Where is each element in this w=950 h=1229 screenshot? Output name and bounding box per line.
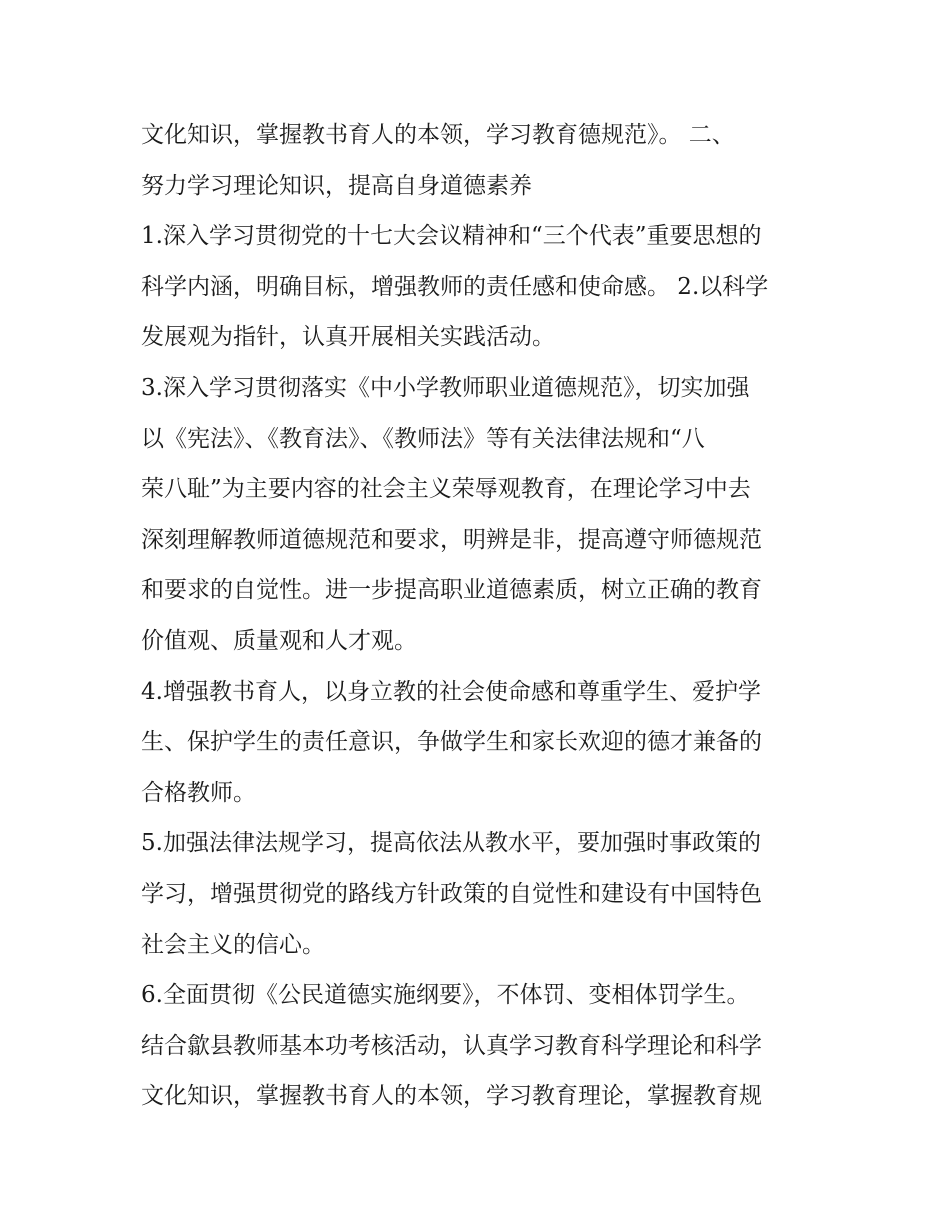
text-line: 4.增强教书育人，以身立教的社会使命感和尊重学生、爱护学 <box>141 678 761 705</box>
text-line: 科学内涵，明确目标，增强教师的责任感和使命感。 2.以科学 <box>141 273 769 300</box>
text-line: 文化知识，掌握教书育人的本领，学习教育理论，掌握教育规 <box>141 1083 762 1110</box>
text-line: 发展观为指针，认真开展相关实践活动。 <box>141 324 555 351</box>
text-line: 文化知识，掌握教书育人的本领，学习教育德规范》。 二、 <box>141 122 735 148</box>
text-line: 价值观、质量观和人才观。 <box>141 627 417 654</box>
text-line: 社会主义的信心。 <box>141 931 325 958</box>
text-line: 和要求的自觉性。进一步提高职业道德素质，树立正确的教育 <box>141 577 762 604</box>
text-line: 以《宪法》、《教育法》、《教师法》等有关法律法规和“八 <box>141 425 705 452</box>
text-line: 生、保护学生的责任意识，争做学生和家长欢迎的德才兼备的 <box>141 729 762 756</box>
text-line: 结合歙县教师基本功考核活动，认真学习教育科学理论和科学 <box>141 1032 762 1059</box>
text-line: 学习，增强贯彻党的路线方针政策的自觉性和建设有中国特色 <box>141 880 762 907</box>
text-line: 深刻理解教师道德规范和要求，明辨是非，提高遵守师德规范 <box>141 526 762 553</box>
text-line: 合格教师。 <box>141 779 256 806</box>
text-line: 1.深入学习贯彻党的十七大会议精神和“三个代表”重要思想的 <box>141 223 762 250</box>
text-line: 6.全面贯彻《公民道德实施纲要》，不体罚、变相体罚学生。 <box>141 982 750 1009</box>
text-line: 荣八耻”为主要内容的社会主义荣辱观教育，在理论学习中去 <box>141 476 751 503</box>
document-body <box>141 110 821 1122</box>
text-line: 3.深入学习贯彻落实《中小学教师职业道德规范》，切实加强 <box>141 374 750 401</box>
text-line: 努力学习理论知识，提高自身道德素养 <box>141 172 532 199</box>
text-line: 5.加强法律法规学习，提高依法从教水平，要加强时事政策的 <box>141 830 761 857</box>
